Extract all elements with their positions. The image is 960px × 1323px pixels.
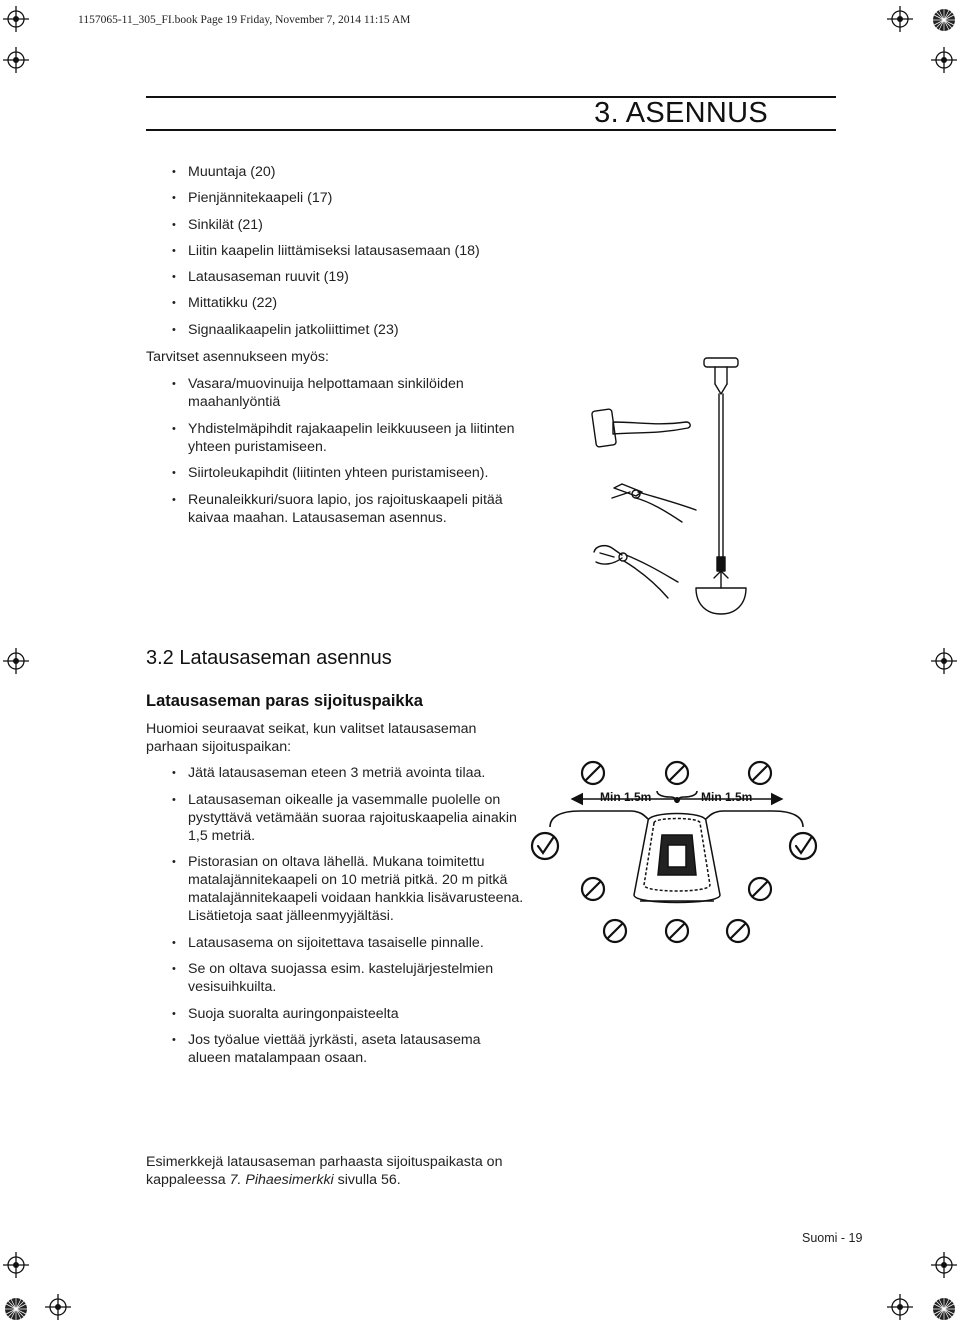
prohibited-icon xyxy=(604,920,626,942)
registration-mark-icon xyxy=(887,1294,913,1320)
title-rule xyxy=(146,129,836,131)
list-item: • Latausaseman ruuvit (19) xyxy=(146,268,566,286)
subsection-title: Latausaseman paras sijoituspaikka xyxy=(146,692,423,710)
adjustable-pliers-icon xyxy=(594,546,678,598)
sunburst-mark-icon xyxy=(932,1297,956,1321)
check-icon xyxy=(790,833,816,859)
left-distance-label: Min 1.5m xyxy=(600,790,652,804)
combination-pliers-icon xyxy=(612,484,696,522)
list-item: • Pienjännitekaapeli (17) xyxy=(146,189,566,207)
list-item: • Sinkilät (21) xyxy=(146,216,566,234)
list-item: • Muuntaja (20) xyxy=(146,163,566,181)
prohibited-icon xyxy=(727,920,749,942)
registration-mark-icon xyxy=(931,47,957,73)
registration-mark-icon xyxy=(3,648,29,674)
prohibited-icon xyxy=(582,762,604,784)
placement-drawing xyxy=(520,755,820,950)
prohibited-icon xyxy=(749,762,771,784)
example-reference: 7. Pihaesimerkki xyxy=(229,1172,334,1188)
chapter-title: 3. ASENNUS xyxy=(594,97,768,129)
list-item: • Siirtoleukapihdit (liitinten yhteen puristamiseen). xyxy=(146,464,526,482)
parts-list xyxy=(146,163,566,347)
tools-illustration xyxy=(578,352,758,622)
spade-icon xyxy=(696,358,746,614)
page-number: Suomi - 19 xyxy=(802,1231,863,1245)
section-title: 3.2 Latausaseman asennus xyxy=(146,647,392,669)
list-item: • Pistorasian on oltava lähellä. Mukana toimitettu matalajännitekaapeli on 10 metriä pitkä. 20 m pitkä matalajännitekaapeli voidaan hankkia lisävarusteena. Lisätietoja saat jälleenmyyjältäsi. xyxy=(146,853,526,925)
registration-mark-icon xyxy=(3,1252,29,1278)
list-item: • Yhdistelmäpihdit rajakaapelin leikkuuseen ja liitinten yhteen puristamiseen. xyxy=(146,420,526,456)
list-item: • Suoja suoralta auringonpaisteelta xyxy=(146,1005,526,1023)
prohibited-icon xyxy=(582,878,604,900)
intro-paragraph: Huomioi seuraavat seikat, kun valitset latausaseman parhaan sijoituspaikan: xyxy=(146,721,477,755)
prohibited-icon xyxy=(666,762,688,784)
registration-mark-icon xyxy=(931,1252,957,1278)
print-info: 1157065-11_305_FI.book Page 19 Friday, November 7, 2014 11:15 AM xyxy=(78,14,411,26)
list-item: • Mittatikku (22) xyxy=(146,294,566,312)
prohibited-icon xyxy=(666,920,688,942)
list-item: • Signaalikaapelin jatkoliittimet (23) xyxy=(146,321,566,339)
example-paragraph xyxy=(146,1153,526,1189)
tools-drawing xyxy=(578,352,758,622)
example-text: Esimerkkejä latausaseman parhaasta sijoituspaikasta on kappaleessa xyxy=(146,1154,503,1188)
list-item: • Vasara/muovinuija helpottamaan sinkilöiden maahanlyöntiä xyxy=(146,375,526,411)
tools-list xyxy=(146,375,526,535)
placement-diagram xyxy=(520,755,820,950)
list-item: • Reunaleikkuri/suora lapio, jos rajoituskaapeli pitää kaivaa maahan. Latausaseman asennus. xyxy=(146,491,526,527)
registration-mark-icon xyxy=(931,648,957,674)
check-icon xyxy=(532,833,558,859)
registration-mark-icon xyxy=(3,47,29,73)
list-item: • Latausasema on sijoitettava tasaiselle pinnalle. xyxy=(146,934,526,952)
charging-station-icon xyxy=(634,814,720,903)
registration-mark-icon xyxy=(887,6,913,32)
list-item: • Jätä latausaseman eteen 3 metriä avointa tilaa. xyxy=(146,764,526,782)
right-distance-label: Min 1.5m xyxy=(701,790,753,804)
sunburst-mark-icon xyxy=(932,8,956,32)
list-item: • Latausaseman oikealle ja vasemmalle puolelle on pystyttävä vetämään suoraa rajoituskaapelia ainakin 1,5 metriä. xyxy=(146,791,526,845)
list-item: • Se on oltava suojassa esim. kastelujärjestelmien vesisuihkuilta. xyxy=(146,960,526,996)
list-item: • Jos työalue viettää jyrkästi, aseta latausasema alueen matalampaan osaan. xyxy=(146,1031,526,1067)
registration-mark-icon xyxy=(45,1294,71,1320)
hammer-icon xyxy=(592,409,691,447)
tools-intro: Tarvitset asennukseen myös: xyxy=(146,349,329,365)
example-text-end: sivulla 56. xyxy=(333,1172,401,1188)
registration-mark-icon xyxy=(3,6,29,32)
prohibited-icon xyxy=(749,878,771,900)
sunburst-mark-icon xyxy=(4,1297,28,1321)
list-item: • Liitin kaapelin liittämiseksi latausasemaan (18) xyxy=(146,242,566,260)
placement-list xyxy=(146,764,526,1076)
